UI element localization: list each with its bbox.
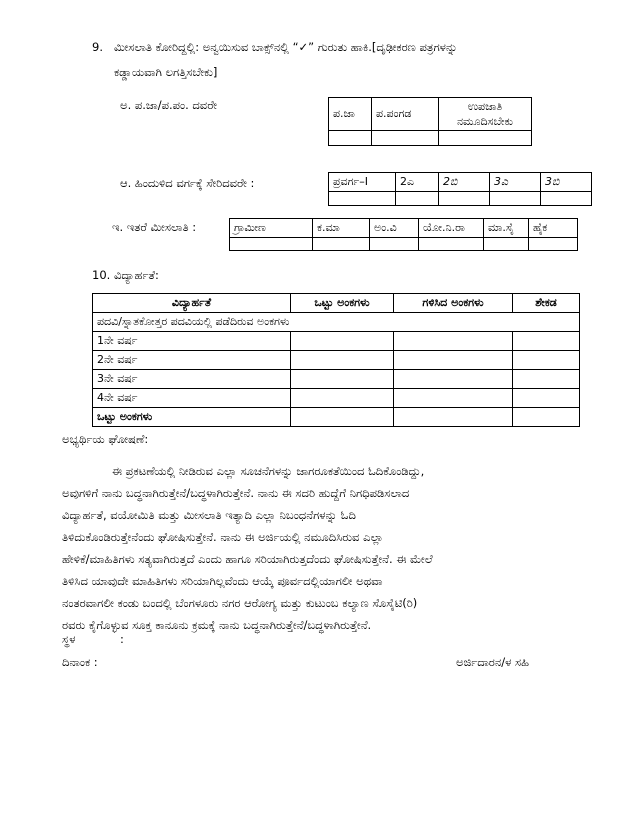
- year-1-label: 1ನೇ ವರ್ಷ: [93, 332, 291, 351]
- other-reservation-label: ಇ. ಇತರೆ ಮೀಸಲಾತಿ :: [112, 220, 197, 234]
- grand-percentage-input[interactable]: [513, 408, 580, 427]
- category-3b-header: 3ಬಿ: [541, 173, 592, 192]
- grand-obtained-input[interactable]: [394, 408, 513, 427]
- st-checkbox[interactable]: [372, 131, 439, 146]
- rural-checkbox[interactable]: [230, 238, 313, 251]
- ex-servicemen-checkbox[interactable]: [484, 238, 529, 251]
- other-reservation-table: [229, 218, 578, 251]
- sc-st-table: [328, 97, 532, 146]
- declaration-line: ನಂತರವಾಗಲೀ ಕಂಡು ಬಂದಲ್ಲಿ ಬೆಂಗಳೂರು ನಗರ ಆರೋಗ್ಯ ಮತ್ತು ಕುಟುಂಬ ಕಲ್ಯಾಣ ಸೊಸೈಟಿ(ರಿ): [62, 596, 418, 610]
- declaration-line: ತಿಳಿದುಕೊಂಡಿರುತ್ತೇನೆಂದು ಘೋಷಿಸುತ್ತೇನೆ. ನಾನು ಈ ಅರ್ಜಿಯಲ್ಲಿ ನಮೂದಿಸಿರುವ ಎಲ್ಲಾ: [62, 530, 384, 544]
- category-2b-checkbox[interactable]: [439, 192, 490, 206]
- total-marks-header: ಒಟ್ಟು ಅಂಕಗಳು: [291, 294, 394, 313]
- year-1-percentage-input[interactable]: [513, 332, 580, 351]
- subcaste-input[interactable]: [439, 131, 532, 146]
- section10-title: ವಿದ್ಯಾರ್ಹತೆ:: [114, 268, 159, 282]
- category-3b-checkbox[interactable]: [541, 192, 592, 206]
- declaration-title: ಅಭ್ಯರ್ಥಿಯ ಘೋಷಣೆ:: [62, 432, 149, 446]
- education-header: ವಿದ್ಯಾರ್ಹತೆ: [93, 294, 291, 313]
- sc-st-label: ಅ. ಪ.ಜಾ/ಪ.ಪಂ. ದವರೇ: [120, 98, 218, 112]
- st-header: ಪ.ಪಂಗಡ: [372, 98, 439, 131]
- declaration-line: ತಿಳಿಸಿದ ಯಾವುದೇ ಮಾಹಿತಿಗಳು ಸರಿಯಾಗಿಲ್ಲವೆಂದು ಆಯ್ಕೆ ಪೂರ್ವದಲ್ಲಿಯಾಗಲೀ ಅಥವಾ: [62, 574, 383, 588]
- year-2-label: 2ನೇ ವರ್ಷ: [93, 351, 291, 370]
- year-3-obtained-input[interactable]: [394, 370, 513, 389]
- table-row: [93, 332, 580, 351]
- sc-header: ಪ.ಜಾ: [329, 98, 372, 131]
- section9-number: 9.: [92, 40, 103, 54]
- percentage-header: ಶೇಕಡ: [513, 294, 580, 313]
- backward-class-table: [328, 172, 592, 206]
- date-label: ದಿನಾಂಕ :: [62, 655, 98, 669]
- hyderabad-karnataka-header: ಹೈಕ: [529, 219, 578, 238]
- declaration-line: ಈ ಪ್ರಕಟಣೆಯಲ್ಲಿ ನೀಡಿರುವ ಎಲ್ಲಾ ಸೂಚನೆಗಳನ್ನು ಜಾಗರೂಕತೆಯಿಂದ ಓದಿಕೊಂಡಿದ್ದು,: [112, 464, 425, 478]
- year-3-total-input[interactable]: [291, 370, 394, 389]
- table-row: [93, 351, 580, 370]
- category-3a-checkbox[interactable]: [490, 192, 541, 206]
- applicant-signature-label: ಅರ್ಜಿದಾರನ/ಳ ಸಹಿ: [456, 655, 530, 669]
- category-2a-checkbox[interactable]: [396, 192, 439, 206]
- backward-class-label: ಆ. ಹಿಂದುಳಿದ ವರ್ಗಕ್ಕೆ ಸೇರಿದವರೇ :: [120, 176, 255, 190]
- degree-marks-span-row: ಪದವಿ/ಸ್ನಾತಕೋತ್ತರ ಪದವಿಯಲ್ಲಿ ಪಡೆದಿರುವ ಅಂಕಗಳು: [93, 313, 580, 332]
- ex-servicemen-header: ಮಾ.ಸೈ: [484, 219, 529, 238]
- declaration-line: ರವರು ಕೈಗೊಳ್ಳುವ ಸೂಕ್ತ ಕಾನೂನು ಕ್ರಮಕ್ಕೆ ನಾನು ಬದ್ಧನಾಗಿರುತ್ತೇನೆ/ಬದ್ಧಳಾಗಿರುತ್ತೇನೆ.: [62, 618, 372, 632]
- disabled-checkbox[interactable]: [370, 238, 419, 251]
- place-colon: :: [120, 632, 124, 646]
- section9-instruction-line1: ಮೀಸಲಾತಿ ಕೋರಿದ್ದಲ್ಲಿ: ಅನ್ವಯಿಸುವ ಬಾಕ್ಸ್‌ನಲ್ಲಿ “✓” ಗುರುತು ಹಾಕಿ.[ದೃಢೀಕರಣ ಪತ್ರಗಳನ್ನು: [114, 40, 458, 54]
- category-1-checkbox[interactable]: [329, 192, 396, 206]
- category-1-header: ಪ್ರವರ್ಗ–I: [329, 173, 396, 192]
- grand-total-input[interactable]: [291, 408, 394, 427]
- year-3-percentage-input[interactable]: [513, 370, 580, 389]
- table-row: [93, 408, 580, 427]
- declaration-line: ವಿದ್ಯಾರ್ಹತೆ, ವಯೋಮಿತಿ ಮತ್ತು ಮೀಸಲಾತಿ ಇತ್ಯಾದಿ ಎಲ್ಲಾ ನಿಬಂಧನೆಗಳನ್ನು ಓದಿ: [62, 508, 356, 522]
- subcaste-header: ಉಪಜಾತಿ ನಮೂದಿಸಬೇಕು: [439, 98, 532, 131]
- hyderabad-karnataka-checkbox[interactable]: [529, 238, 578, 251]
- year-1-obtained-input[interactable]: [394, 332, 513, 351]
- year-4-total-input[interactable]: [291, 389, 394, 408]
- section10-number: 10.: [92, 268, 111, 282]
- kannada-medium-header: ಕ.ಮಾ: [313, 219, 370, 238]
- year-1-total-input[interactable]: [291, 332, 394, 351]
- year-4-percentage-input[interactable]: [513, 389, 580, 408]
- year-4-obtained-input[interactable]: [394, 389, 513, 408]
- grand-total-label: ಒಟ್ಟು ಅಂಕಗಳು: [93, 408, 291, 427]
- project-displaced-checkbox[interactable]: [419, 238, 484, 251]
- obtained-marks-header: ಗಳಿಸಿದ ಅಂಕಗಳು: [394, 294, 513, 313]
- year-3-label: 3ನೇ ವರ್ಷ: [93, 370, 291, 389]
- category-2a-header: 2ಎ: [396, 173, 439, 192]
- category-3a-header: 3ಎ: [490, 173, 541, 192]
- declaration-text: [62, 460, 576, 636]
- category-2b-header: 2ಬಿ: [439, 173, 490, 192]
- project-displaced-header: ಯೋ.ನಿ.ರಾ: [419, 219, 484, 238]
- place-label: ಸ್ಥಳ: [62, 632, 76, 646]
- year-2-obtained-input[interactable]: [394, 351, 513, 370]
- disabled-header: ಅಂ.ವಿ: [370, 219, 419, 238]
- sc-checkbox[interactable]: [329, 131, 372, 146]
- declaration-line: ಅವುಗಳಿಗೆ ನಾನು ಬದ್ಧನಾಗಿರುತ್ತೇನೆ/ಬದ್ಧಳಾಗಿರುತ್ತೇನೆ. ನಾನು ಈ ಸದರಿ ಹುದ್ದೆಗೆ ನಿಗಧಿಪಡಿಸಲಾದ: [62, 486, 410, 500]
- section9-instruction-line2: ಕಡ್ಡಾಯವಾಗಿ ಲಗತ್ತಿಸಬೇಕು]: [114, 65, 218, 79]
- kannada-medium-checkbox[interactable]: [313, 238, 370, 251]
- year-4-label: 4ನೇ ವರ್ಷ: [93, 389, 291, 408]
- declaration-line: ಹೇಳಿಕೆ/ಮಾಹಿತಿಗಳು ಸತ್ಯವಾಗಿರುತ್ತದೆ ಎಂದು ಹಾಗೂ ಸರಿಯಾಗಿರುತ್ತದೆಂದು ಘೋಷಿಸುತ್ತೇನೆ. ಈ ಮೇಲೆ: [62, 552, 433, 566]
- year-2-total-input[interactable]: [291, 351, 394, 370]
- year-2-percentage-input[interactable]: [513, 351, 580, 370]
- education-table: [92, 293, 580, 427]
- rural-header: ಗ್ರಾಮೀಣ: [230, 219, 313, 238]
- table-row: [93, 370, 580, 389]
- table-row: [93, 389, 580, 408]
